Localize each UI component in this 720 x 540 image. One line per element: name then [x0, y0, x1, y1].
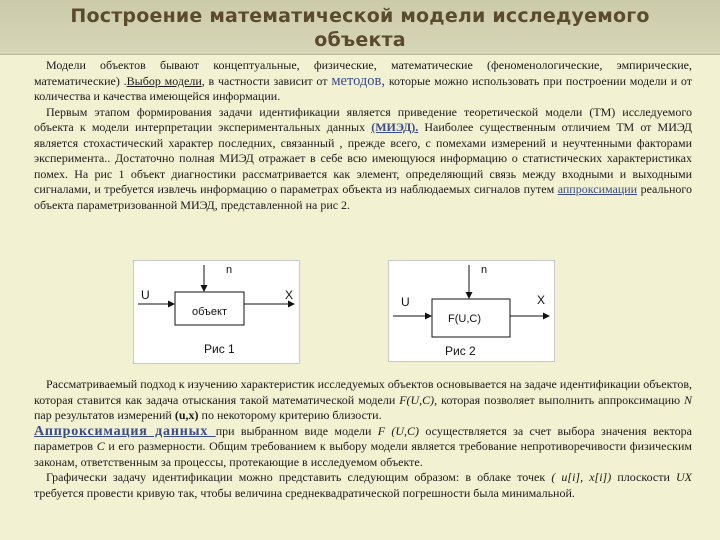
- input-label: U: [401, 295, 410, 309]
- p3-text: по некоторому критерию близости.: [198, 408, 382, 422]
- lower-text-block: [34, 377, 692, 501]
- slide-title: [0, 4, 720, 52]
- p3-text: при выбранном виде модели: [215, 423, 378, 438]
- upper-text-block: [34, 58, 692, 213]
- model-label: F(U,C): [448, 313, 481, 325]
- p3-text: Рассматриваемый подход к изучению характеристик исследуемых объектов основывается на задаче идентификации объектов, которая ставится как задача отыскания такой математической модели: [34, 377, 692, 407]
- approximation-link[interactable]: аппроксимации: [557, 182, 638, 196]
- p1-text: которые можно использовать при построении модели и от количества и качества имеющейся информации.: [34, 73, 693, 103]
- output-label: X: [285, 288, 294, 302]
- pairs-count: N: [683, 392, 692, 407]
- p3-text: и его размерности. Общим требованием к выбору модели является требование непротиворечивости физическим законам, ответственным за процессы, протекающие в исследуемом объекте.: [34, 439, 692, 469]
- figure-1: [133, 260, 300, 364]
- slide-title-line2: объекта: [314, 29, 406, 51]
- paragraph-3: [34, 377, 692, 470]
- title-bar: [0, 0, 720, 55]
- p1-text: Модели объектов бывают концептуальные, физические, математические (феноменологические, эмпирические, математические) .: [34, 58, 692, 88]
- model-formula: F(U,C),: [399, 392, 438, 407]
- figure-2: [388, 260, 555, 362]
- data-approximation-link[interactable]: Аппроксимация данных: [34, 423, 216, 439]
- model-choice-link[interactable]: Выбор модели: [126, 73, 202, 88]
- figure-2-diagram: [389, 261, 554, 361]
- model-formula: F (U,C): [377, 423, 420, 438]
- paragraph-1: [34, 58, 692, 105]
- paragraph-4: [34, 470, 692, 501]
- p3-text: которая позволяет выполнить аппроксимацию: [437, 392, 684, 407]
- noise-label: n: [226, 264, 233, 276]
- figure-2-caption: Рис 2: [445, 344, 476, 358]
- p4-text: Графически задачу идентификации можно представить следующим образом: в облаке точек: [46, 470, 552, 484]
- object-label: объект: [192, 306, 228, 318]
- point-cloud-notation: ( u[i], x[i]): [551, 470, 612, 484]
- paragraph-2: [34, 105, 692, 214]
- p3-text: осуществляется за счет выбора значения вектора параметров: [34, 423, 693, 453]
- output-label: X: [537, 293, 546, 307]
- p2-text: Наиболее существенным отличием ТМ от МИЭД является стохастический характер последних, связанный , прежде всего, с помехами измерений и неучтенными факторами эксперимента.. Достаточно полная МИЭД отражает в себе всю имеющуюся информацию о статистических характеристиках помех. На рис 1 объект диагностики рассматривается как элемент, определяющий связь между входными и выходными сигналами, и требуется извлечь информацию о параметрах объекта из наблюдаемых сигналов путем: [34, 120, 692, 196]
- figure-1-caption: Рис 1: [204, 342, 235, 356]
- p4-text: плоскости: [611, 470, 676, 484]
- p1-text: , в частности зависит от: [201, 73, 332, 88]
- p3-text: пар результатов измерений: [34, 408, 175, 422]
- slide-title-line1: Построение математической модели исследуемого: [70, 5, 650, 27]
- p4-text: требуется провести кривую так, чтобы величина среднеквадратической погрешности была минимальной.: [34, 485, 575, 500]
- measurement-pair: (u,x): [174, 408, 199, 422]
- figure-1-diagram: [134, 261, 299, 363]
- miad-link[interactable]: (МИЭД).: [371, 120, 419, 134]
- p2-text: реального объекта параметризованной МИЭД, представленной на рис 2.: [34, 182, 692, 212]
- methods-word: методов,: [331, 72, 386, 89]
- p2-text: Первым этапом формирования задачи идентификации является приведение теоретической модели (ТМ) исследуемого объекта к модели интерпретации экспериментальных данных: [34, 104, 692, 134]
- input-label: U: [141, 288, 150, 302]
- noise-label: n: [481, 264, 488, 276]
- plane-notation: UX: [676, 470, 692, 484]
- parameter-vector: C: [96, 439, 105, 453]
